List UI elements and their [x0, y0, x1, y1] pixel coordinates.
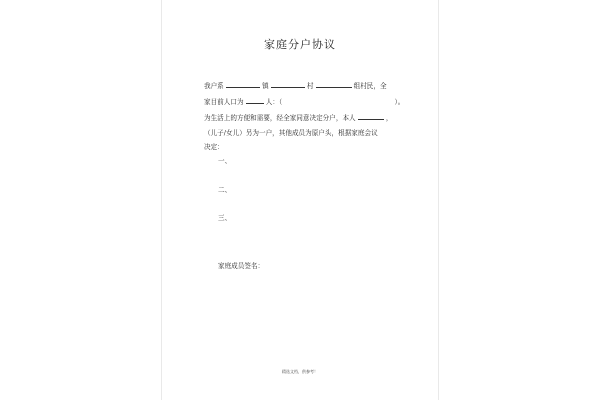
- paragraph-line-2: [204, 97, 404, 107]
- page-footer: 精选文档，供参考！: [282, 369, 318, 374]
- text-decided: 决定：: [204, 143, 224, 151]
- text-population: 家目前人口为: [204, 98, 244, 106]
- text-decision: 为生活上的方便和需要，经全家同意决定分户，本人: [204, 114, 356, 122]
- paragraph-line-5: [204, 143, 224, 152]
- paragraph-line-3: [204, 113, 392, 123]
- text-town: 镇: [262, 82, 269, 90]
- town-blank[interactable]: [226, 81, 260, 88]
- document-page: [162, 0, 438, 400]
- document-title: 家庭分户协议: [264, 38, 336, 51]
- population-blank[interactable]: [246, 97, 264, 104]
- item-one: 一、: [218, 157, 232, 165]
- text-household-of: 我户系: [204, 82, 224, 90]
- signature-label: 家庭成员签名：: [218, 262, 265, 270]
- group-blank[interactable]: [316, 81, 352, 88]
- text-persons-open: 人：（: [265, 98, 283, 106]
- item-two: 二、: [218, 186, 232, 194]
- village-blank[interactable]: [271, 81, 305, 88]
- text-comma: ，: [385, 114, 393, 122]
- paragraph-line-1: [204, 81, 387, 91]
- item-three: 三、: [218, 214, 232, 222]
- text-close-paren: ）。: [394, 98, 405, 106]
- text-village: 村: [306, 82, 314, 90]
- text-group-villager: 组村民，全: [353, 82, 387, 90]
- text-son-daughter: （儿子/女儿）另为一户，其他成员为原户头，根据家庭会议: [204, 129, 378, 137]
- paragraph-line-4: [204, 129, 378, 138]
- self-name-blank[interactable]: [358, 113, 384, 120]
